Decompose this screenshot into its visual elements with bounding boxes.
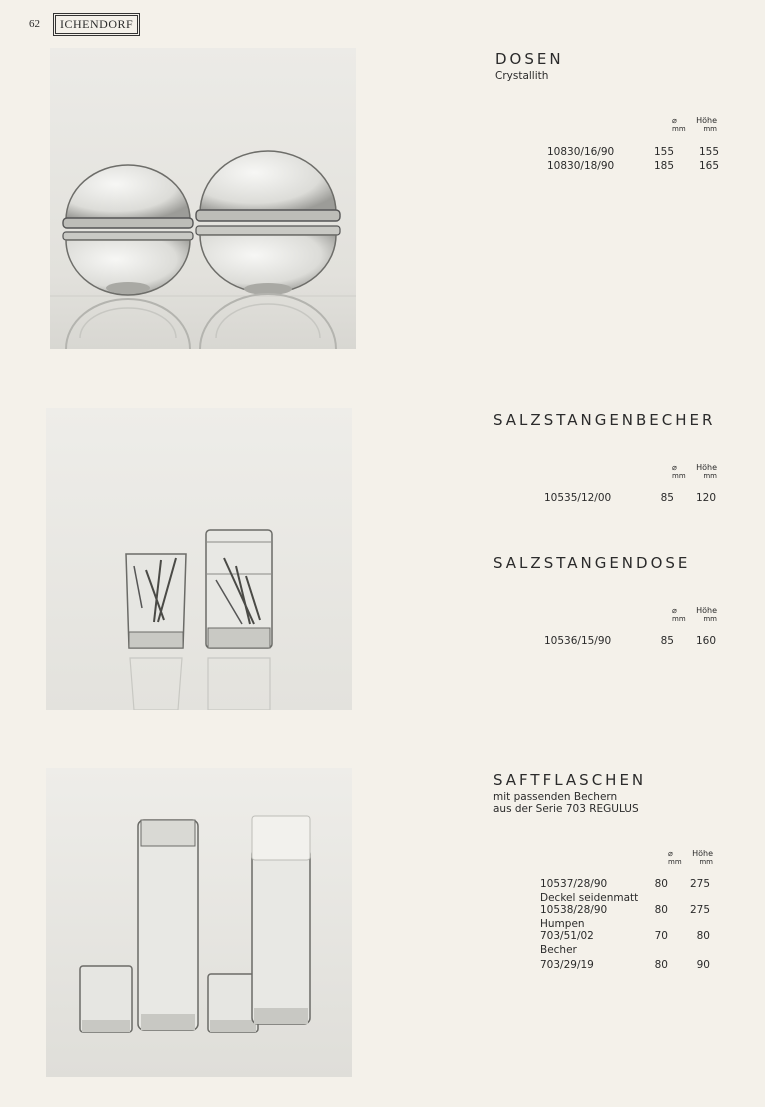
article-code: 10535/12/00 [544, 492, 612, 504]
photo-salzstangen-image [46, 408, 352, 710]
article-code: 703/29/19 [540, 959, 594, 971]
section-title-saftflaschen: SAFTFLASCHEN [493, 771, 647, 789]
diameter-value: 80 [654, 959, 668, 971]
row-note: Deckel seidenmatt [540, 892, 639, 904]
brand-logo: ICHENDORF [55, 15, 138, 34]
section-title-salzstangendose: SALZSTANGENDOSE [493, 554, 691, 572]
section-subtitle-line2: aus der Serie 703 REGULUS [493, 803, 639, 815]
photo-saftflaschen-image [46, 768, 352, 1077]
diameter-value: 155 [653, 146, 674, 158]
diameter-value: 80 [654, 904, 668, 916]
page-number: 62 [29, 18, 40, 30]
unit-label: mm [703, 472, 717, 480]
diameter-symbol: ⌀ [672, 116, 677, 125]
unit-label: mm [699, 858, 713, 866]
height-value: 155 [698, 146, 719, 158]
diameter-symbol: ⌀ [672, 463, 677, 472]
section-subtitle-line1: mit passenden Bechern [493, 791, 618, 803]
table-row [544, 635, 719, 648]
section-subtitle-dosen: Crystallith [495, 70, 549, 82]
height-value: 80 [696, 930, 710, 942]
height-label: Höhe [696, 116, 717, 125]
column-header-saftflaschen [668, 849, 713, 866]
height-value: 275 [689, 878, 710, 890]
height-label: Höhe [696, 606, 717, 615]
unit-label: mm [672, 615, 686, 623]
unit-label: mm [703, 615, 717, 623]
article-code: 10830/18/90 [547, 160, 615, 172]
height-value: 275 [689, 904, 710, 916]
article-code: 703/51/02 [540, 930, 594, 942]
height-value: 120 [695, 492, 716, 504]
row-note: Becher [540, 944, 577, 956]
height-label: Höhe [692, 849, 713, 858]
unit-label: mm [668, 858, 682, 866]
article-code: 10536/15/90 [544, 635, 612, 647]
height-value: 160 [695, 635, 716, 647]
row-note: Humpen [540, 918, 585, 930]
section-title-salzstangenbecher: SALZSTANGENBECHER [493, 411, 716, 429]
diameter-symbol: ⌀ [672, 606, 677, 615]
diameter-value: 185 [653, 160, 674, 172]
unit-label: mm [672, 125, 686, 133]
article-code: 10538/28/90 [540, 904, 608, 916]
column-header-dosen [672, 116, 717, 133]
unit-label: mm [672, 472, 686, 480]
table-row [540, 930, 715, 943]
height-label: Höhe [696, 463, 717, 472]
height-value: 165 [698, 160, 719, 172]
table-row [540, 878, 715, 891]
table-row [544, 492, 719, 505]
diameter-value: 85 [660, 492, 674, 504]
diameter-symbol: ⌀ [668, 849, 673, 858]
table-row [540, 959, 715, 972]
unit-label: mm [703, 125, 717, 133]
column-header-salzstangendose [672, 606, 717, 623]
photo-saftflaschen [46, 768, 352, 1077]
table-row [540, 904, 715, 917]
article-code: 10537/28/90 [540, 878, 608, 890]
diameter-value: 70 [654, 930, 668, 942]
diameter-value: 85 [660, 635, 674, 647]
height-value: 90 [696, 959, 710, 971]
table-row [547, 160, 722, 173]
article-code: 10830/16/90 [547, 146, 615, 158]
table-row [547, 146, 722, 159]
photo-dosen-image [50, 48, 356, 349]
section-title-dosen: DOSEN [495, 50, 564, 68]
photo-dosen [50, 48, 356, 349]
column-header-salzstangenbecher [672, 463, 717, 480]
photo-salzstangen [46, 408, 352, 710]
diameter-value: 80 [654, 878, 668, 890]
